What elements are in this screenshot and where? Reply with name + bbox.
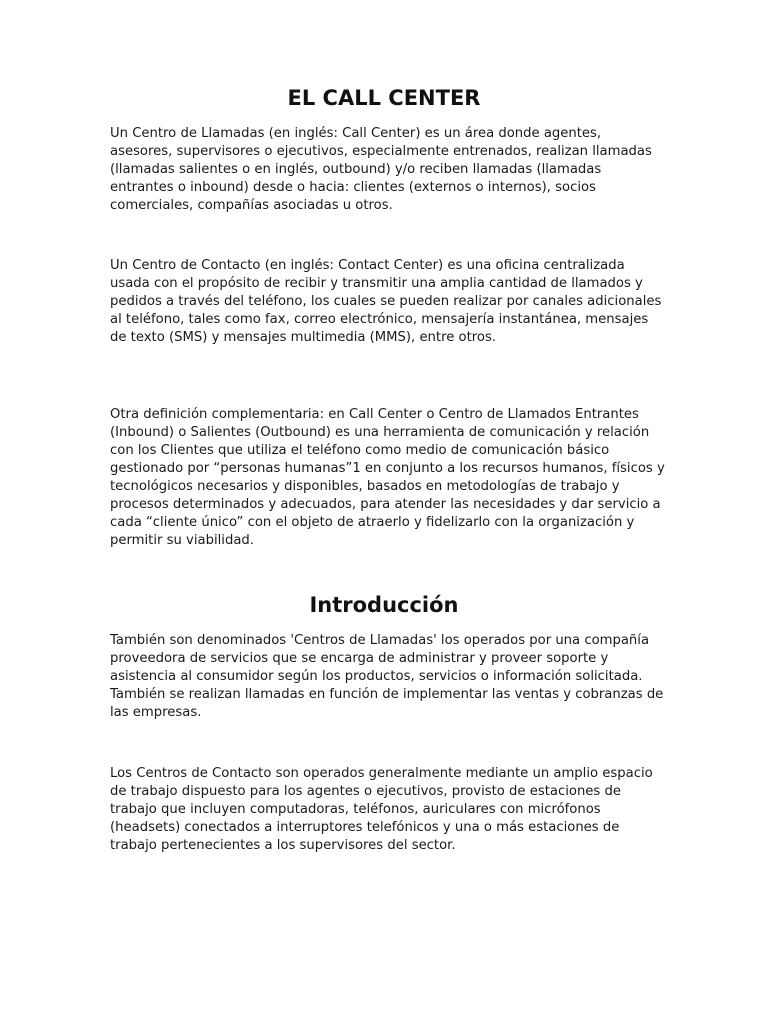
paragraph-contact-center-definition: Un Centro de Contacto (en inglés: Contact Center) es una oficina centralizada usada con el propósito de recibir y transmitir una amplia cantidad de llamados y pedidos a través del teléfono, los cuales se pueden realizar por canales adicionales al teléfono, tales como fax, correo electrónico, mensajería instantánea, mensajes de texto (SMS) y mensajes multimedia (MMS), entre otros.	[110, 258, 662, 345]
page-title: EL CALL CENTER	[287, 86, 481, 110]
paragraph-introduccion-1: También son denominados 'Centros de Llamadas' los operados por una compañía proveedora de servicios que se encarga de administrar y proveer soporte y asistencia al consumidor según los productos, servicios o información solicitada. También se realizan llamadas en función de implementar las ventas y cobranzas de las empresas.	[110, 633, 664, 720]
paragraph-complementary-definition: Otra definición complementaria: en Call Center o Centro de Llamados Entrantes (Inbound) o Salientes (Outbound) es una herramienta de comunicación y relación con los Clientes que utiliza el teléfono como medio de comunicación básico gestionado por “personas humanas”1 en conjunto a los recursos humanos, físicos y tecnológicos necesarios y disponibles, basados en metodologías de trabajo y procesos determinados y adecuados, para atender las necesidades y dar servicio a cada “cliente único” con el objeto de atraerlo y fidelizarlo con la organización y permitir su viabilidad.	[110, 407, 665, 548]
paragraph-introduccion-2: Los Centros de Contacto son operados generalmente mediante un amplio espacio de trabajo dispuesto para los agentes o ejecutivos, provisto de estaciones de trabajo que incluyen computadoras, teléfonos, auriculares con micrófonos (headsets) conectados a interruptores telefónicos y una o más estaciones de trabajo pertenecientes a los supervisores del sector.	[110, 766, 653, 853]
section-heading-introduccion: Introducción	[309, 593, 459, 617]
paragraph-call-center-definition: Un Centro de Llamadas (en inglés: Call Center) es un área donde agentes, asesores, supervisores o ejecutivos, especialmente entrenados, realizan llamadas (llamadas salientes o en inglés, outbound) y/o reciben llamadas (llamadas entrantes o inbound) desde o hacia: clientes (externos o internos), socios comerciales, compañías asociadas u otros.	[110, 126, 652, 213]
